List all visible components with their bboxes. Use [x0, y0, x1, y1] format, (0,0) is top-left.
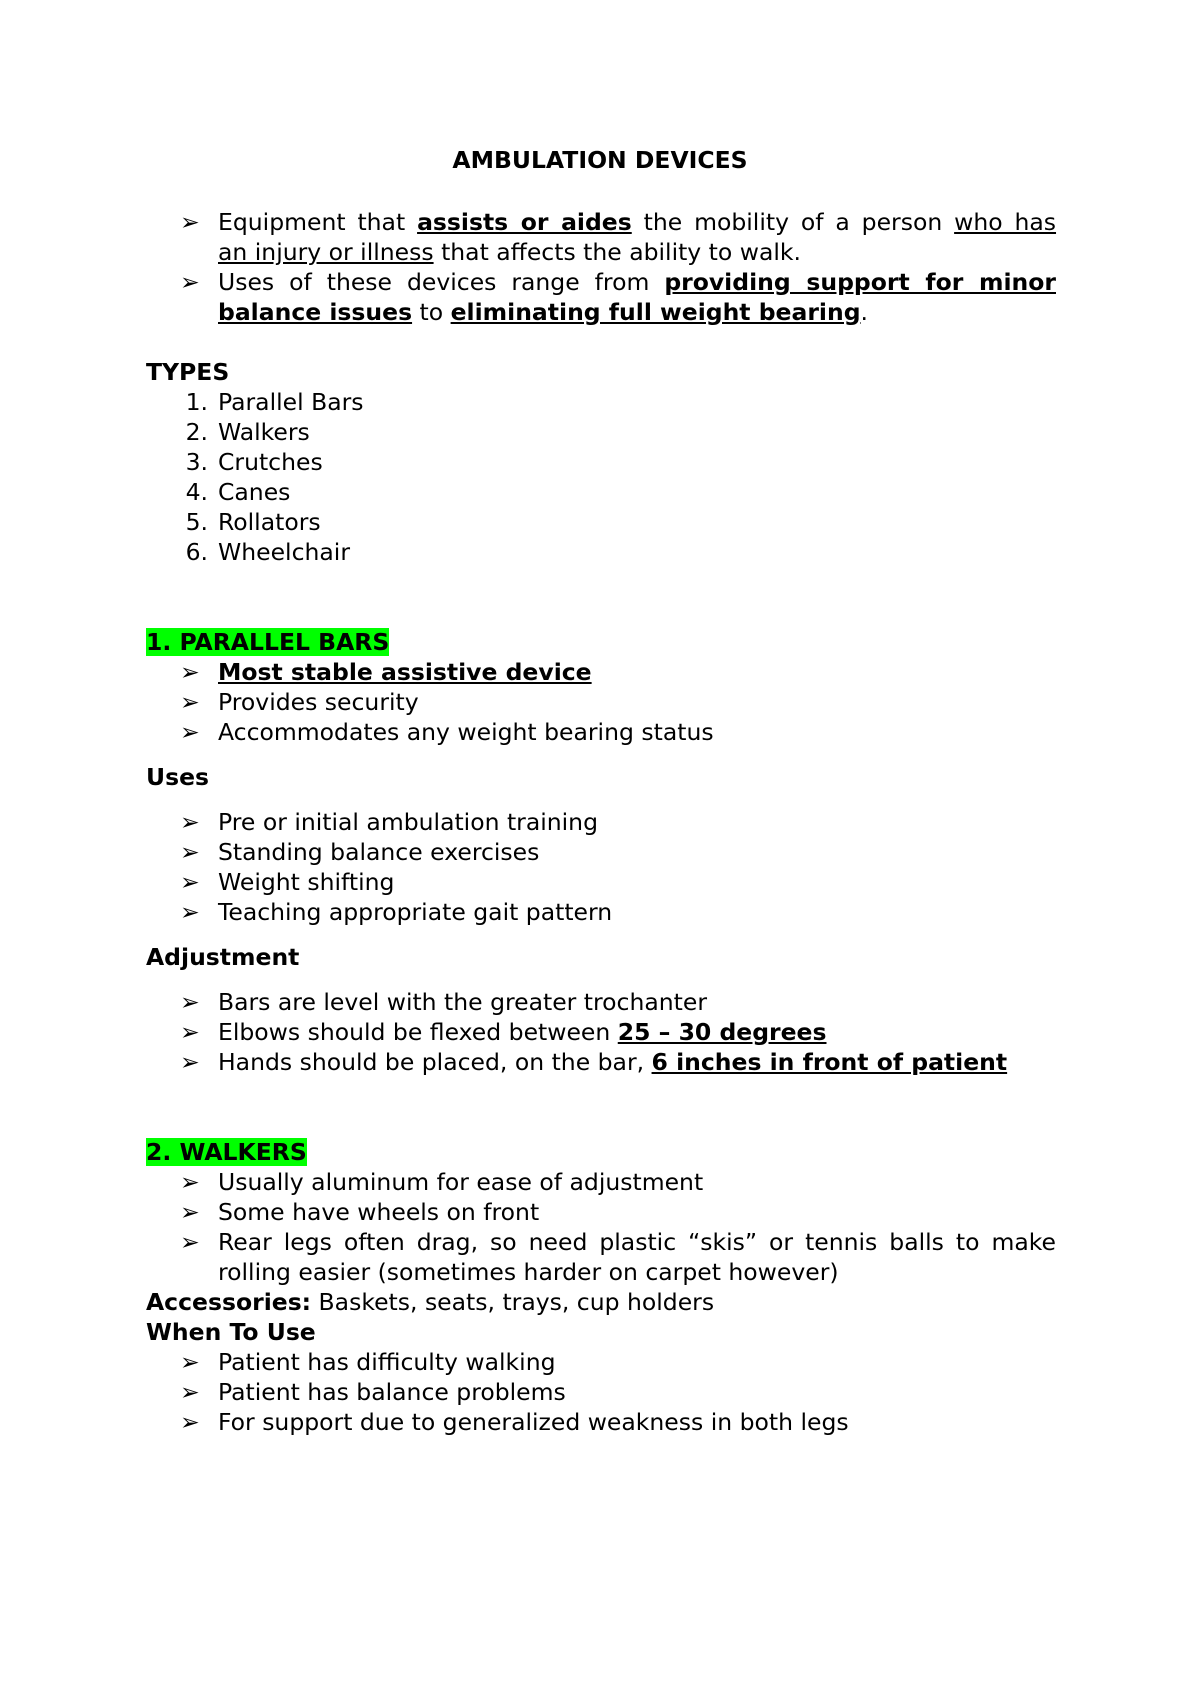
highlighted-heading: 2. WALKERS	[146, 1138, 307, 1166]
accessories-line	[146, 1287, 714, 1317]
arrow-bullet-icon: ➢	[180, 988, 200, 1016]
arrow-bullet-icon: ➢	[180, 688, 200, 716]
parallel-bars-bullet: Provides security	[218, 688, 419, 716]
text-run: the mobility of a person	[631, 208, 955, 236]
text-run: Equipment that	[218, 208, 418, 236]
adjustment-heading: Adjustment	[146, 943, 300, 971]
when-bullet: Patient has balance problems	[218, 1378, 566, 1406]
arrow-bullet-icon: ➢	[180, 1018, 200, 1046]
walkers-bullet-line-1: Rear legs often drag, so need plastic “skis” or tennis balls to make	[218, 1228, 1056, 1256]
arrow-bullet-icon: ➢	[180, 898, 200, 926]
arrow-bullet-icon: ➢	[180, 1408, 200, 1436]
arrow-bullet-icon: ➢	[180, 1048, 200, 1076]
section-heading-walkers	[146, 1137, 307, 1167]
arrow-bullet-icon: ➢	[180, 208, 200, 236]
text-run: that affects the ability to walk.	[433, 238, 801, 266]
types-item: Canes	[218, 478, 291, 506]
emphasis-text: 25 – 30 degrees	[617, 1018, 827, 1046]
page-title: AMBULATION DEVICES	[452, 146, 748, 174]
list-number: 2.	[185, 418, 208, 446]
parallel-bars-bullet: Accommodates any weight bearing status	[218, 718, 714, 746]
adjustment-bullet: Bars are level with the greater trochanter	[218, 988, 707, 1016]
text-run: Hands should be placed, on the bar,	[218, 1048, 652, 1076]
types-item: Rollators	[218, 508, 321, 536]
section-heading-parallel-bars	[146, 627, 389, 657]
intro-bullet-1-line-1	[218, 207, 1056, 237]
underlined-text: an injury or illness	[218, 238, 434, 266]
arrow-bullet-icon: ➢	[180, 1198, 200, 1226]
list-number: 5.	[185, 508, 208, 536]
walkers-bullet: Usually aluminum for ease of adjustment	[218, 1168, 704, 1196]
adjustment-bullet	[218, 1017, 1056, 1047]
emphasis-text: providing support for minor	[664, 268, 1056, 296]
text-run: Uses of these devices range from	[218, 268, 665, 296]
arrow-bullet-icon: ➢	[180, 838, 200, 866]
types-item: Walkers	[218, 418, 310, 446]
uses-bullet: Standing balance exercises	[218, 838, 540, 866]
emphasis-text: assists or aides	[417, 208, 632, 236]
uses-heading: Uses	[146, 763, 209, 791]
when-bullet: Patient has difficulty walking	[218, 1348, 556, 1376]
adjustment-bullet	[218, 1047, 1056, 1077]
uses-bullet: Pre or initial ambulation training	[218, 808, 598, 836]
types-item: Crutches	[218, 448, 323, 476]
intro-bullet-2-line-2	[218, 297, 1056, 327]
when-to-use-heading: When To Use	[146, 1318, 316, 1346]
underlined-text: who has	[954, 208, 1057, 236]
accessories-label: Accessories:	[146, 1288, 312, 1316]
intro-bullet-1-line-2	[218, 237, 1056, 267]
accessories-text: Baskets, seats, trays, cup holders	[311, 1288, 715, 1316]
arrow-bullet-icon: ➢	[180, 808, 200, 836]
types-item: Parallel Bars	[218, 388, 364, 416]
parallel-bars-bullet	[218, 657, 1056, 687]
text-run: to	[412, 298, 451, 326]
emphasis-text: 6 inches in front of patient	[651, 1048, 1008, 1076]
arrow-bullet-icon: ➢	[180, 268, 200, 296]
list-number: 1.	[185, 388, 208, 416]
emphasis-text: eliminating full weight bearing	[450, 298, 861, 326]
text-run: .	[860, 298, 869, 326]
highlighted-heading: 1. PARALLEL BARS	[146, 628, 390, 656]
emphasis-text: balance issues	[218, 298, 413, 326]
arrow-bullet-icon: ➢	[180, 1228, 200, 1256]
arrow-bullet-icon: ➢	[180, 718, 200, 746]
types-item: Wheelchair	[218, 538, 350, 566]
list-number: 4.	[185, 478, 208, 506]
arrow-bullet-icon: ➢	[180, 868, 200, 896]
uses-bullet: Weight shifting	[218, 868, 395, 896]
arrow-bullet-icon: ➢	[180, 1348, 200, 1376]
arrow-bullet-icon: ➢	[180, 658, 200, 686]
text-run: Elbows should be flexed between	[218, 1018, 618, 1046]
walkers-bullet: Some have wheels on front	[218, 1198, 540, 1226]
walkers-bullet-line-2: rolling easier (sometimes harder on carpet however)	[218, 1258, 839, 1286]
list-number: 6.	[185, 538, 208, 566]
types-heading: TYPES	[146, 358, 230, 386]
list-number: 3.	[185, 448, 208, 476]
when-bullet: For support due to generalized weakness in both legs	[218, 1408, 849, 1436]
intro-bullet-2-line-1	[218, 267, 1056, 297]
arrow-bullet-icon: ➢	[180, 1168, 200, 1196]
emphasis-text: Most stable assistive device	[218, 658, 592, 686]
uses-bullet: Teaching appropriate gait pattern	[218, 898, 613, 926]
arrow-bullet-icon: ➢	[180, 1378, 200, 1406]
